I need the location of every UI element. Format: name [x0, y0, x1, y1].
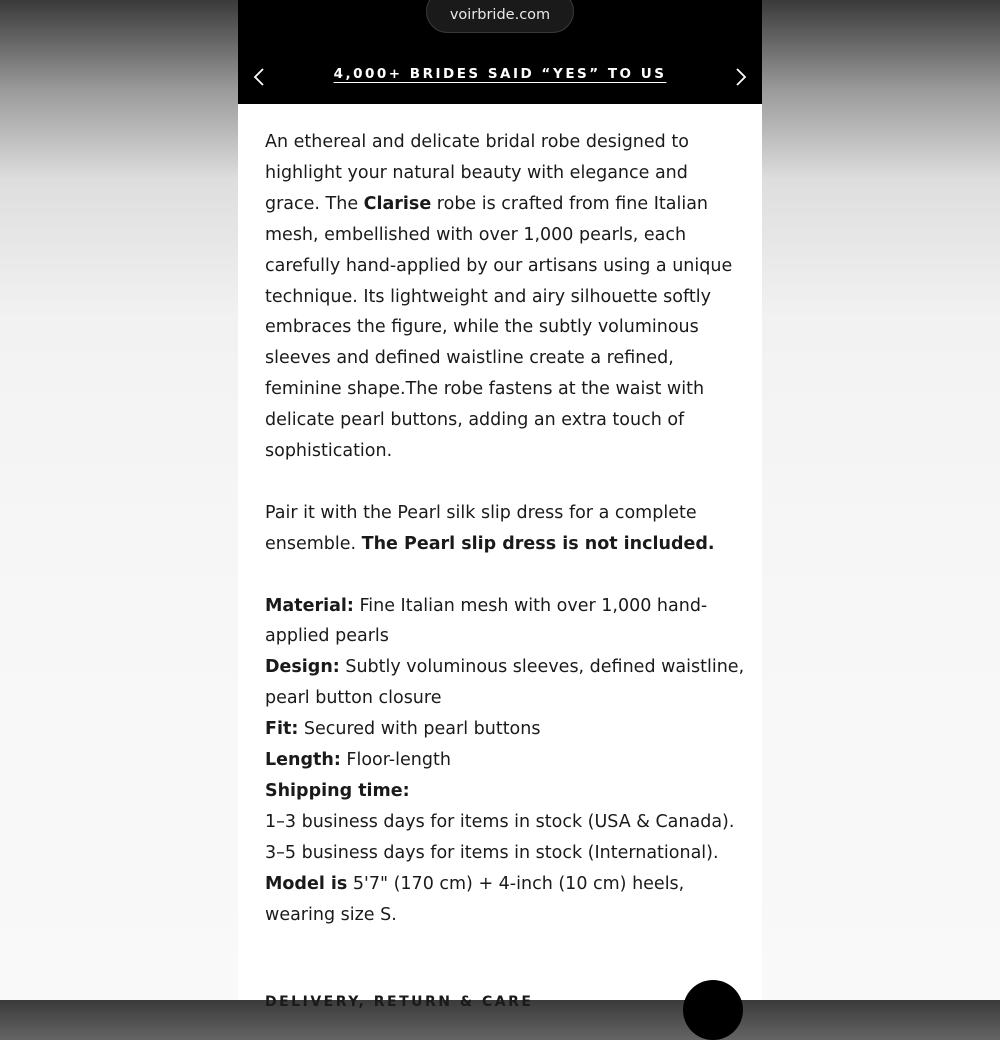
spec-label: Length:	[265, 750, 341, 771]
spec-label: Fit:	[265, 719, 299, 740]
url-bar[interactable]: voirbride.com	[426, 0, 574, 33]
description-text: An ethereal and delicate bridal robe designed to highlight your natural beauty with elegance and grace. The	[265, 132, 689, 214]
spec-list	[265, 591, 745, 931]
description-text-continued: robe is crafted from fine Italian mesh, embellished with over 1,000 pearls, each carefully hand-applied by our artisans using a unique technique. Its lightweight and airy silhouette softly embraces the figure, while the subtly voluminous sleeves and defined waistline create a refined, feminine shape.The robe fastens at the waist with delicate pearl buttons, adding an extra touch of sophistication.	[265, 193, 733, 462]
chat-button[interactable]	[683, 980, 743, 1040]
phone-screen	[238, 0, 762, 1010]
spec-value: Fine Italian mesh with over 1,000 hand-applied pearls	[265, 595, 708, 647]
spec-value: Subtly voluminous sleeves, defined waistline, pearl button closure	[265, 657, 745, 709]
chevron-right-icon[interactable]	[734, 68, 748, 86]
spacer	[265, 560, 745, 591]
announcement-bar	[238, 0, 762, 104]
spec-material	[265, 591, 745, 653]
pairing-text: Pair it with the Pearl silk slip dress for a complete ensemble.	[265, 502, 697, 554]
spec-label: Model is	[265, 873, 348, 894]
spec-value: Floor-length	[340, 750, 451, 771]
spec-length	[265, 745, 745, 776]
spec-label: Material:	[265, 595, 354, 616]
spec-value: Secured with pearl buttons	[298, 719, 541, 740]
pairing-note: The Pearl slip dress is not included.	[361, 533, 715, 554]
spec-label: Design:	[265, 657, 340, 678]
announcement-text[interactable]: 4,000+ BRIDES SAID “YES” TO US	[333, 66, 667, 82]
spec-model	[265, 869, 745, 931]
product-description	[265, 127, 745, 931]
shipping-international: 3–5 business days for items in stock (International).	[265, 842, 719, 863]
spec-label: Shipping time:	[265, 781, 410, 801]
spec-design	[265, 652, 745, 714]
spec-value: 5'7" (170 cm) + 4-inch (10 cm) heels, wearing size S.	[265, 873, 685, 925]
spec-shipping	[265, 776, 745, 807]
chevron-left-icon[interactable]	[252, 68, 266, 86]
shipping-domestic: 1–3 business days for items in stock (USA & Canada).	[265, 811, 735, 832]
spec-fit	[265, 714, 745, 745]
delivery-return-care-accordion[interactable]: DELIVERY, RETURN & CARE	[265, 994, 534, 1010]
pairing-paragraph	[265, 498, 745, 560]
spacer	[265, 467, 745, 498]
product-name: Clarise	[363, 193, 432, 214]
description-paragraph	[265, 127, 745, 467]
